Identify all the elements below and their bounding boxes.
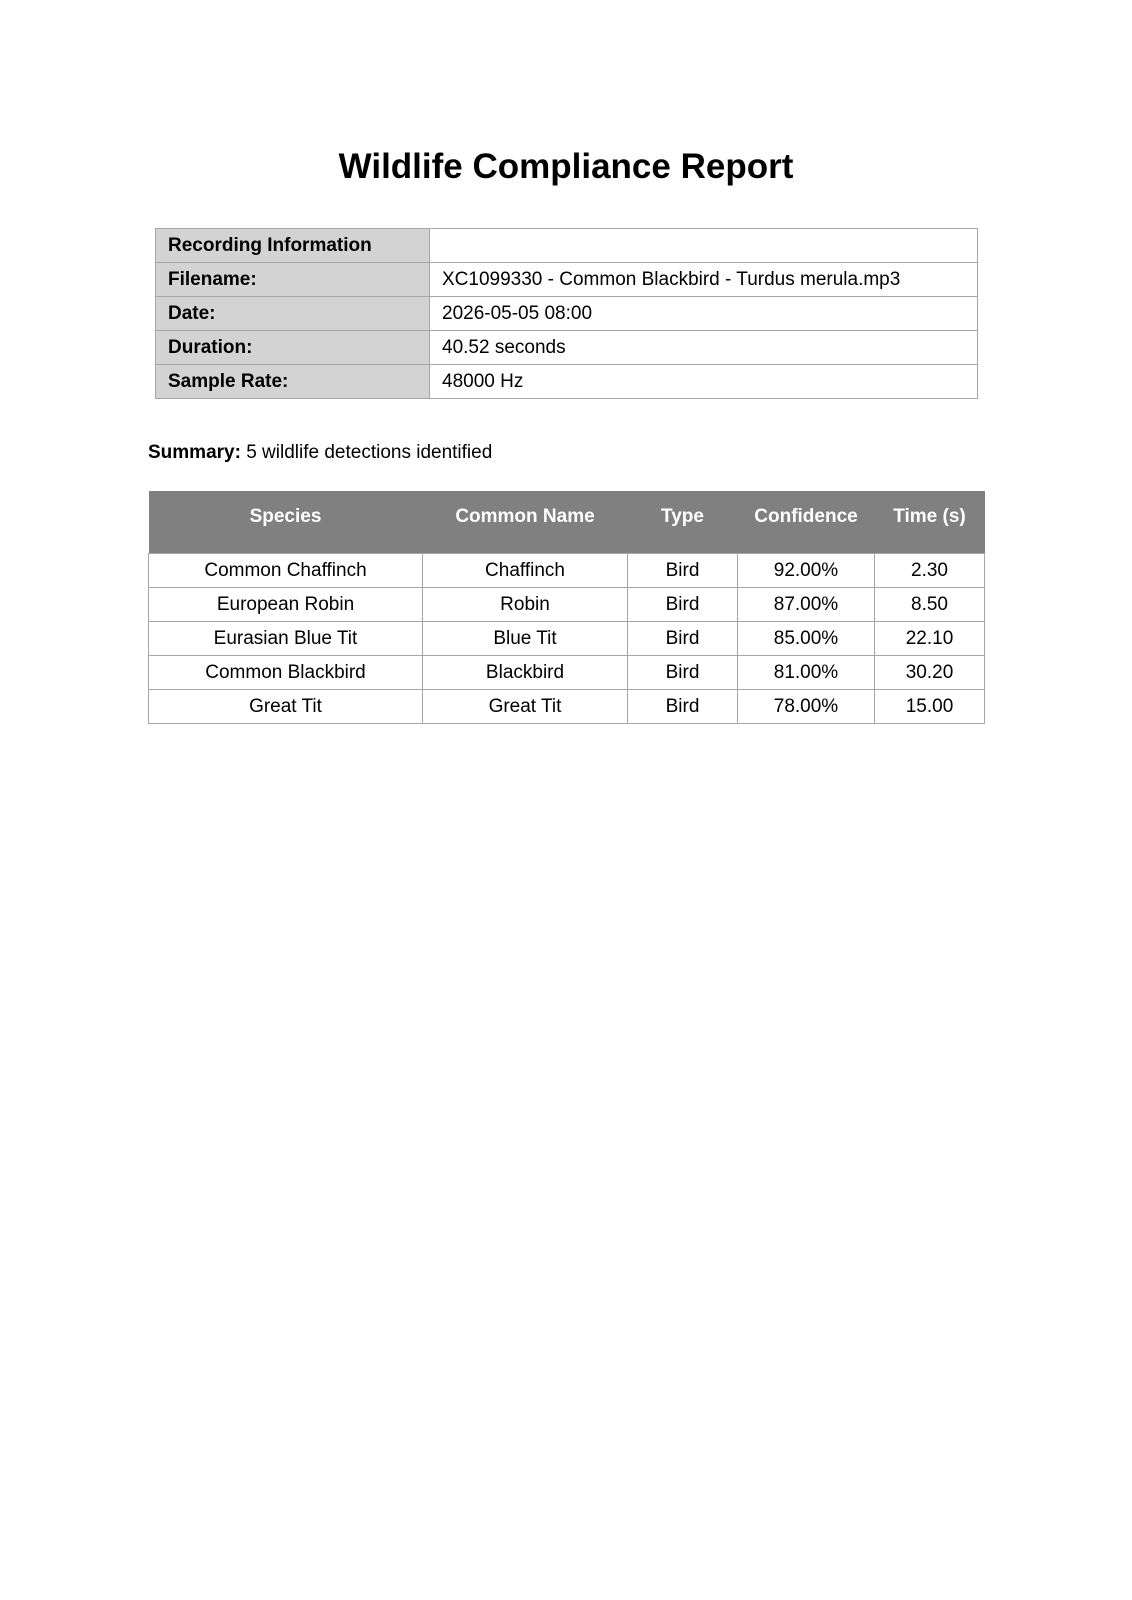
type-cell: Bird bbox=[628, 690, 738, 724]
duration-value: 40.52 seconds bbox=[430, 331, 978, 365]
confidence-cell: 81.00% bbox=[738, 656, 875, 690]
species-cell: Common Blackbird bbox=[149, 656, 423, 690]
type-cell: Bird bbox=[628, 622, 738, 656]
table-row bbox=[149, 690, 985, 724]
confidence-cell: 85.00% bbox=[738, 622, 875, 656]
time-cell: 22.10 bbox=[875, 622, 985, 656]
species-cell: Eurasian Blue Tit bbox=[149, 622, 423, 656]
filename-value: XC1099330 - Common Blackbird - Turdus merula.mp3 bbox=[430, 263, 978, 297]
species-cell: Common Chaffinch bbox=[149, 554, 423, 588]
type-cell: Bird bbox=[628, 554, 738, 588]
summary-text: 5 wildlife detections identified bbox=[240, 442, 493, 463]
time-cell: 2.30 bbox=[875, 554, 985, 588]
column-header-common-name: Common Name bbox=[423, 491, 628, 554]
table-row bbox=[149, 656, 985, 690]
table-row bbox=[156, 263, 978, 297]
confidence-cell: 87.00% bbox=[738, 588, 875, 622]
table-header-row bbox=[149, 491, 985, 554]
table-row bbox=[149, 554, 985, 588]
sample-rate-value: 48000 Hz bbox=[430, 365, 978, 399]
common-name-cell: Chaffinch bbox=[423, 554, 628, 588]
detections-table bbox=[148, 491, 985, 724]
common-name-cell: Blue Tit bbox=[423, 622, 628, 656]
date-value: 2026-05-05 08:00 bbox=[430, 297, 978, 331]
duration-label: Duration: bbox=[156, 331, 430, 365]
column-header-species: Species bbox=[149, 491, 423, 554]
table-row bbox=[156, 331, 978, 365]
species-cell: European Robin bbox=[149, 588, 423, 622]
column-header-confidence: Confidence bbox=[738, 491, 875, 554]
recording-info-header: Recording Information bbox=[156, 229, 430, 263]
common-name-cell: Blackbird bbox=[423, 656, 628, 690]
summary-label: Summary: bbox=[148, 442, 241, 463]
common-name-cell: Great Tit bbox=[423, 690, 628, 724]
table-row bbox=[156, 229, 978, 263]
common-name-cell: Robin bbox=[423, 588, 628, 622]
table-row bbox=[156, 297, 978, 331]
recording-info-table bbox=[155, 228, 978, 399]
recording-info-header-value bbox=[430, 229, 978, 263]
table-row bbox=[149, 622, 985, 656]
filename-label: Filename: bbox=[156, 263, 430, 297]
confidence-cell: 78.00% bbox=[738, 690, 875, 724]
column-header-time: Time (s) bbox=[875, 491, 985, 554]
summary bbox=[148, 441, 492, 465]
time-cell: 30.20 bbox=[875, 656, 985, 690]
sample-rate-label: Sample Rate: bbox=[156, 365, 430, 399]
type-cell: Bird bbox=[628, 656, 738, 690]
time-cell: 15.00 bbox=[875, 690, 985, 724]
time-cell: 8.50 bbox=[875, 588, 985, 622]
species-cell: Great Tit bbox=[149, 690, 423, 724]
table-row bbox=[149, 588, 985, 622]
table-row bbox=[156, 365, 978, 399]
type-cell: Bird bbox=[628, 588, 738, 622]
confidence-cell: 92.00% bbox=[738, 554, 875, 588]
column-header-type: Type bbox=[628, 491, 738, 554]
date-label: Date: bbox=[156, 297, 430, 331]
page-title: Wildlife Compliance Report bbox=[338, 147, 794, 186]
